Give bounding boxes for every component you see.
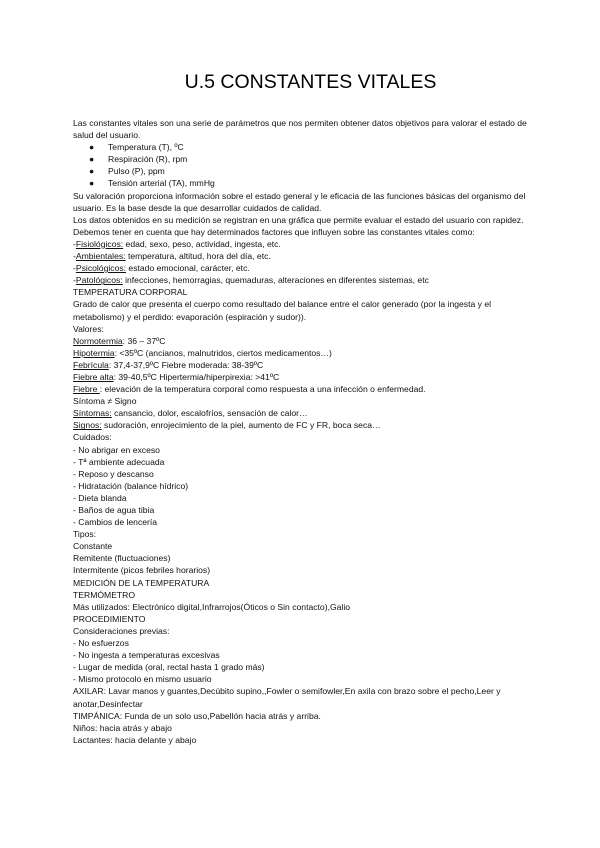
list-item: Intermitente (picos febriles horarios) xyxy=(73,565,211,576)
consideraciones-list xyxy=(73,637,540,685)
list-item: - Baños de agua tibia xyxy=(73,505,155,515)
section-heading: TERMÓMETRO xyxy=(73,589,136,600)
list-item: - No abrigar en exceso xyxy=(73,444,160,455)
list-item: - No esfuerzos xyxy=(73,638,129,649)
list-item: -Fisiológicos: edad, sexo, peso, actividad, ingesta, etc. xyxy=(73,238,281,249)
list-item: - Cambios de lencería xyxy=(73,517,158,528)
lactantes-line: Lactantes: hacia delante y abajo xyxy=(73,734,197,745)
list-item: -Patológicos: infecciones, hemorragias, quemaduras, alteraciones en diferentes sistemas, etc xyxy=(73,275,429,286)
tipos-label: Tipos: xyxy=(73,529,97,540)
bullet-icon: ● xyxy=(89,166,95,177)
list-item: ● Tensión arterial (TA), mmHg xyxy=(89,178,215,189)
factores-paragraph: Debemos tener en cuenta que hay determinados factores que influyen sobre las constantes vitales como: xyxy=(73,226,475,237)
page-title: U.5 CONSTANTES VITALES xyxy=(184,71,437,93)
list-item: - Dieta blanda xyxy=(73,492,127,503)
valores-label: Valores: xyxy=(73,323,104,334)
axilar-paragraph: AXILAR: Lavar manos y guantes,Decúbito supino,,Fowler o semifowler,En axila con brazo sobre el pecho,Leer y anotar,Desinfectar xyxy=(73,686,501,709)
signos-line: Signos: sudoración, enrojecimiento de la piel, aumento de FC y FR, boca seca… xyxy=(73,420,381,431)
list-item: Fiebre alta: 39-40,5ºC Hipertermia/hiperpirexia: >41ºC xyxy=(73,371,280,382)
datos-paragraph: Los datos obtenidos en su medición se registran en una gráfica que permite evaluar el estado del usuario con rapidez. xyxy=(73,214,524,225)
bullet-icon: ● xyxy=(89,154,95,165)
list-item: ● Respiración (R), rpm xyxy=(89,154,188,165)
list-item: - Reposo y descanso xyxy=(73,468,154,479)
list-item: - Tª ambiente adecuada xyxy=(73,456,165,467)
valores-list xyxy=(73,335,540,395)
list-item: -Ambientales: temperatura, altitud, hora del día, etc. xyxy=(73,251,271,262)
list-item: Febrícula: 37,4-37,9ºC Fiebre moderada: 38-39ºC xyxy=(73,359,264,370)
sintoma-signo-line: Síntoma ≠ Signo xyxy=(73,396,137,407)
vitals-list xyxy=(73,141,540,189)
section-heading: TEMPERATURA CORPORAL xyxy=(73,287,188,298)
list-item: Remitente (fluctuaciones) xyxy=(73,553,171,564)
cuidados-label: Cuidados: xyxy=(73,432,112,443)
sintomas-line: Síntomas: cansancio, dolor, escalofríos, sensación de calor… xyxy=(73,408,308,419)
list-item: Hipotermia: <35ºC (ancianos, malnutridos, ciertos medicamentos…) xyxy=(73,347,332,358)
cuidados-list xyxy=(73,444,540,529)
bullet-icon: ● xyxy=(89,142,95,153)
list-item: - Lugar de medida (oral, rectal hasta 1 grado más) xyxy=(73,662,265,673)
intro-paragraph: Las constantes vitales son una serie de parámetros que nos permiten obtener datos objetivos para valorar el estado de salud del usuario. xyxy=(73,118,527,141)
consideraciones-label: Consideraciones previas: xyxy=(73,625,170,636)
list-item: - No ingesta a temperaturas excesivas xyxy=(73,650,220,661)
timpanica-line: TIMPÁNICA: Funda de un solo uso,Pabellón hacia atrás y arriba. xyxy=(73,710,321,721)
list-item: - Mismo protocolo en mismo usuario xyxy=(73,674,212,685)
list-item: Constante xyxy=(73,541,113,552)
list-item: ● Temperatura (T), ºC xyxy=(89,142,184,153)
section-heading: PROCEDIMIENTO xyxy=(73,613,146,624)
list-item: Fiebre : elevación de la temperatura corporal como respuesta a una infección o enfermedad. xyxy=(73,384,426,395)
valoracion-paragraph: Su valoración proporciona información sobre el estado general y le eficacia de las funciones básicas del organismo del usuario. Es la base desde la que desarrollar cuidados de calidad. xyxy=(73,190,526,213)
factores-list xyxy=(73,238,540,286)
ninos-line: Niños: hacia atrás y abajo xyxy=(73,722,172,733)
mas-utilizados-line: Más utilizados: Electrónico digital,Infrarrojos(Óticos o Sin contacto),Galio xyxy=(73,601,351,612)
list-item: -Psicológicos: estado emocional, carácter, etc. xyxy=(73,263,250,274)
list-item: - Hidratación (balance hídrico) xyxy=(73,480,189,491)
bullet-icon: ● xyxy=(89,178,95,189)
temperatura-definition: Grado de calor que presenta el cuerpo como resultado del balance entre el calor generado (por la ingesta y el metabolismo) y el perdido: evaporación (espiración y sudor)). xyxy=(73,299,492,322)
list-item: ● Pulso (P), ppm xyxy=(89,166,165,177)
tipos-list xyxy=(73,540,540,576)
list-item: Normotermia: 36 – 37ºC xyxy=(73,335,166,346)
section-heading: MEDICIÓN DE LA TEMPERATURA xyxy=(73,577,210,588)
